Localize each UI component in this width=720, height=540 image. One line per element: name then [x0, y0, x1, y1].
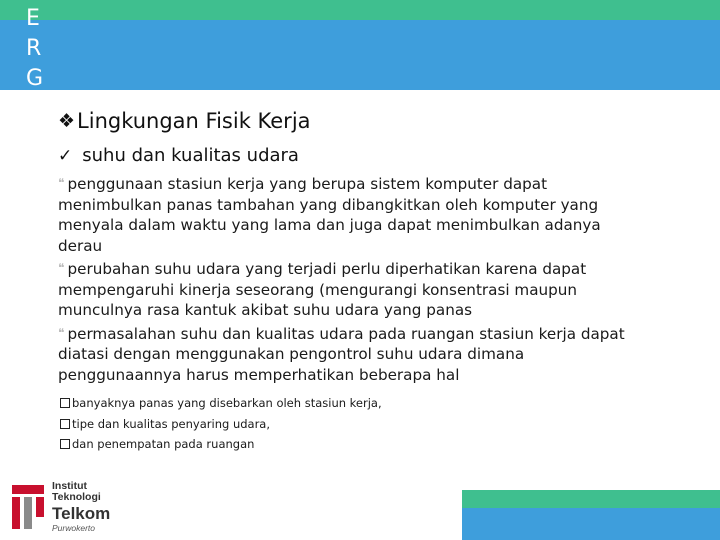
diamond-bullet-icon: ❖	[58, 110, 76, 132]
footer-corner-block	[462, 490, 720, 540]
logo-line: Purwokerto	[52, 523, 95, 533]
footer-band-blue	[462, 508, 720, 540]
paragraph-text: penggunaan stasiun kerja yang berupa sistem komputer dapat menimbulkan panas tambahan yang dibangkitkan oleh komputer yang menyala dalam waktu yang lama dan juga dapat menimbulkan adanya derau	[58, 175, 601, 255]
logo-line: Teknologi	[52, 491, 101, 503]
list-item	[58, 414, 648, 435]
square-bullet-icon	[60, 439, 70, 449]
list-item-text: banyaknya panas yang disebarkan oleh stasiun kerja,	[72, 396, 382, 410]
telkom-logo-icon	[10, 481, 46, 533]
list-item	[58, 434, 648, 455]
logo-wordmark	[52, 481, 110, 533]
logo-line: Telkom	[52, 504, 111, 523]
subheading-text: suhu dan kualitas udara	[82, 145, 299, 166]
quote-bullet-icon: ❝	[58, 176, 65, 190]
check-icon: ✓	[58, 146, 73, 166]
side-letter: E	[26, 6, 40, 31]
subheading	[58, 141, 648, 171]
header-band-blue	[0, 20, 720, 90]
footer-band-green	[462, 490, 720, 508]
logo-line: Institut	[52, 480, 87, 492]
list-item-text: dan penempatan pada ruangan	[72, 437, 255, 451]
list-item-text: tipe dan kualitas penyaring udara,	[72, 416, 271, 431]
paragraph-text: perubahan suhu udara yang terjadi perlu diperhatikan karena dapat mempengaruhi kinerja seseorang (mengurangi konsentrasi maupun munculnya rasa kantuk akibat suhu udara yang panas	[58, 260, 587, 319]
square-bullet-icon	[60, 398, 70, 408]
quote-bullet-icon: ❝	[58, 325, 65, 340]
side-letter: R	[26, 36, 42, 61]
side-title-letters	[26, 4, 46, 90]
paragraph	[58, 258, 648, 321]
slide-heading	[58, 105, 648, 137]
square-bullet-icon	[60, 419, 70, 429]
paragraph	[58, 323, 648, 386]
paragraph	[58, 173, 648, 256]
quote-bullet-icon: ❝	[58, 261, 65, 275]
header-band-green	[0, 0, 720, 20]
paragraph-text: permasalahan suhu dan kualitas udara pada ruangan stasiun kerja dapat diatasi dengan menggunakan pengontrol suhu udara dimana penggunaannya harus memperhatikan beberapa hal	[58, 324, 625, 384]
side-letter: G	[26, 66, 44, 90]
list-item	[58, 393, 648, 414]
heading-text: Lingkungan Fisik Kerja	[77, 109, 311, 133]
checkbox-list	[58, 393, 648, 455]
slide-content	[58, 105, 648, 455]
institution-logo	[10, 481, 150, 533]
